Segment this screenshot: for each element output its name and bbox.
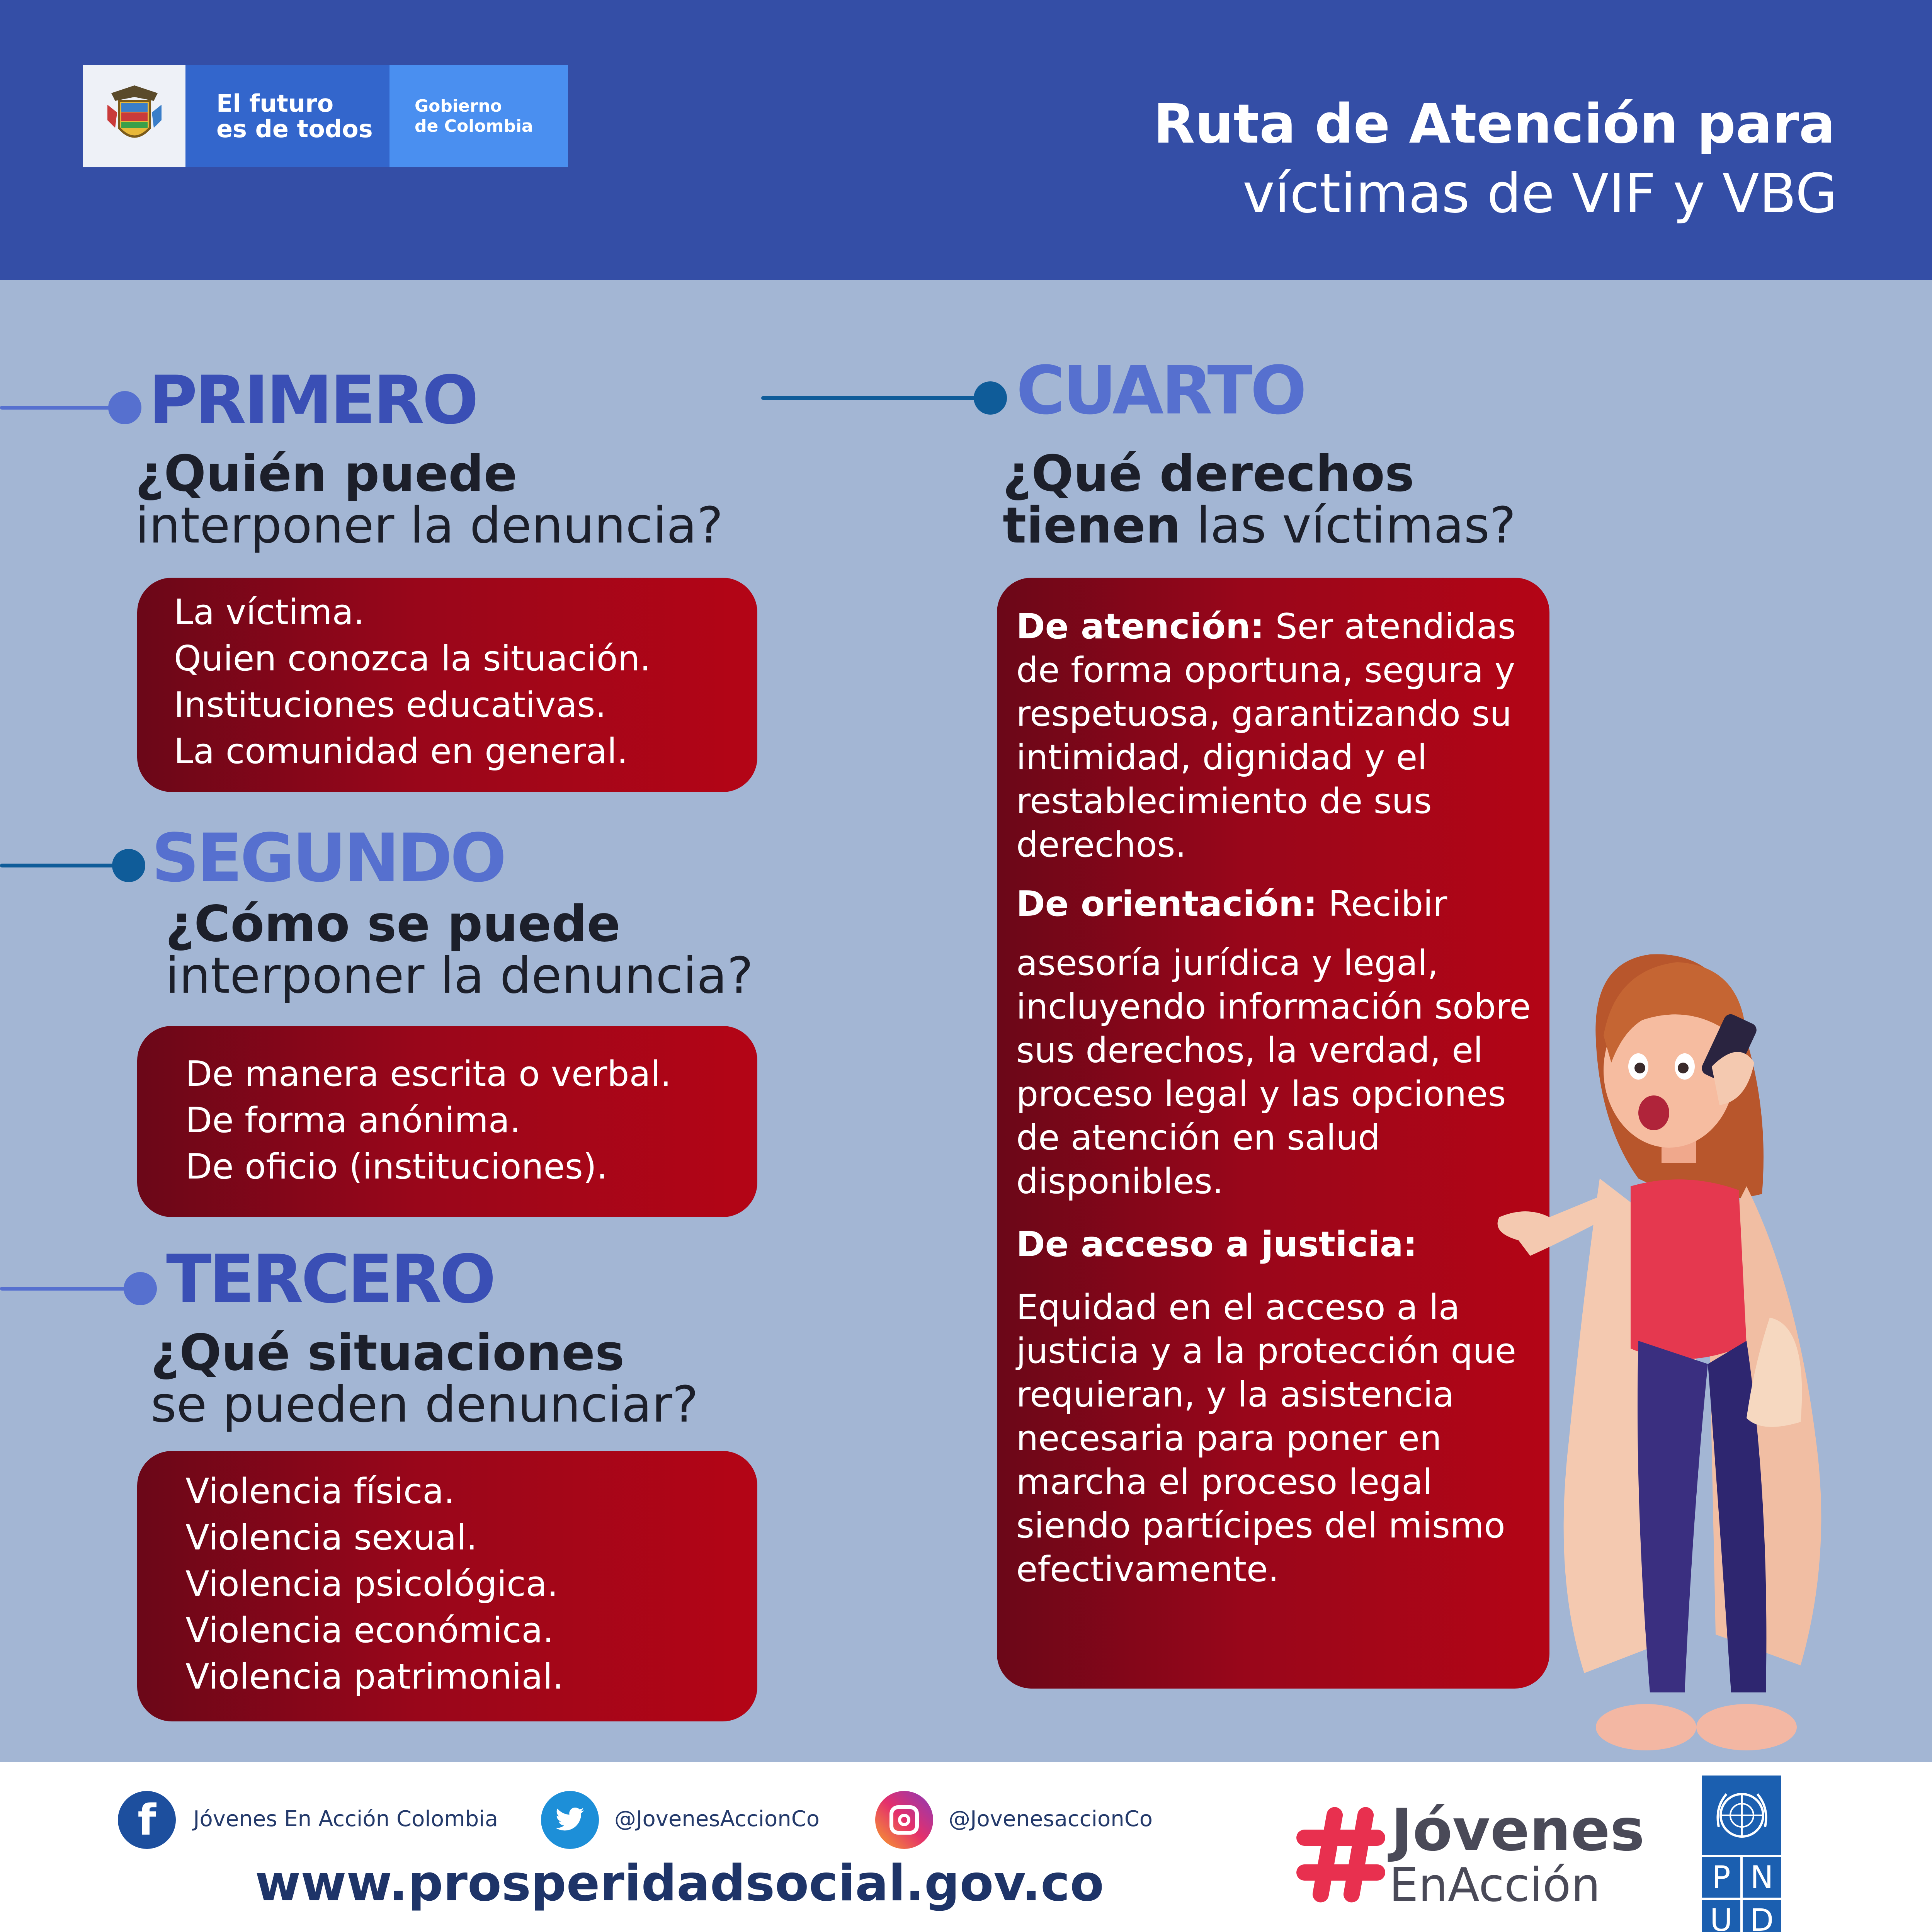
gov-name-box xyxy=(389,65,568,167)
instagram-icon[interactable] xyxy=(875,1791,933,1849)
woman-on-phone-illustration xyxy=(1468,939,1913,1762)
tercero-answer-box xyxy=(137,1451,757,1721)
undp-letter: N xyxy=(1743,1857,1781,1898)
list-item: Violencia económica. xyxy=(185,1610,554,1651)
gov-slogan-box xyxy=(185,65,389,167)
segundo-connector-line xyxy=(0,864,120,867)
header-banner xyxy=(0,0,1932,280)
list-item: De oficio (instituciones). xyxy=(185,1146,608,1187)
twitter-icon[interactable] xyxy=(541,1791,599,1849)
undp-letter: P xyxy=(1702,1857,1740,1898)
right-justicia-text: Equidad en el acceso a la justicia y a la protección que requieran, y la asistencia necesaria para poner en marcha el proceso legal siendo partícipes del mismo efectivamente. xyxy=(1016,1287,1516,1590)
list-item: Violencia psicológica. xyxy=(185,1564,558,1604)
right-orientacion-text-2: asesoría jurídica y legal, incluyendo información sobre sus derechos, la verdad, el proceso legal y las opciones de atención en salud disponibles. xyxy=(1016,943,1531,1202)
tercero-question xyxy=(151,1324,699,1434)
primero-connector-line xyxy=(0,406,116,410)
primero-answer-box xyxy=(137,578,757,792)
primero-heading: PRIMERO xyxy=(149,361,476,439)
right-atencion-text: Ser atendidas de forma oportuna, segura y respetuosa, garantizando su intimidad, dignidad y el restablecimiento de sus derechos. xyxy=(1016,606,1516,865)
gov-name: Gobierno de Colombia xyxy=(415,96,533,136)
cuarto-question-line-1: ¿Qué derechos xyxy=(1003,445,1415,503)
segundo-question xyxy=(165,895,753,1005)
list-item: Violencia sexual. xyxy=(185,1517,478,1558)
list-item: Instituciones educativas. xyxy=(174,685,606,725)
right-atencion-label: De atención: xyxy=(1016,606,1265,647)
website-link[interactable]: www.prosperidadsocial.gov.co xyxy=(255,1855,1104,1912)
primero-question xyxy=(135,445,723,554)
right-atencion xyxy=(1016,605,1534,867)
list-item: La comunidad en general. xyxy=(174,731,628,772)
list-item: Quien conozca la situación. xyxy=(174,638,651,679)
hashtag-icon xyxy=(1293,1803,1389,1907)
tercero-connector-line xyxy=(0,1287,131,1291)
brand-line-1: Jóvenes xyxy=(1391,1797,1645,1864)
right-justicia-body xyxy=(1016,1286,1534,1591)
page-subtitle: víctimas de VIF y VBG xyxy=(1243,162,1837,225)
tercero-question-line-1: ¿Qué situaciones xyxy=(151,1324,625,1382)
right-orientacion-continued xyxy=(1016,941,1534,1203)
right-orientacion-text-1: Recibir xyxy=(1328,884,1447,924)
segundo-question-line-2: interponer la denuncia? xyxy=(165,947,753,1005)
list-item: De forma anónima. xyxy=(185,1100,521,1141)
tercero-question-line-2: se pueden denunciar? xyxy=(151,1376,699,1434)
list-item: La víctima. xyxy=(174,592,365,633)
instagram-label[interactable]: @JovenesaccionCo xyxy=(949,1806,1153,1832)
gov-slogan: El futuro es de todos xyxy=(216,89,373,143)
colombia-coat-of-arms-icon xyxy=(83,65,185,167)
cuarto-connector-line xyxy=(761,396,997,400)
primero-question-line-1: ¿Quién puede xyxy=(135,445,517,503)
undp-letter: D xyxy=(1743,1900,1781,1932)
right-justicia-label: De acceso a justicia: xyxy=(1016,1224,1417,1265)
list-item: De manera escrita o verbal. xyxy=(185,1054,672,1094)
tercero-heading: TERCERO xyxy=(166,1240,494,1318)
government-logo xyxy=(83,65,568,167)
cuarto-heading: CUARTO xyxy=(1016,352,1304,429)
segundo-answer-box xyxy=(137,1026,757,1217)
tercero-dot xyxy=(124,1272,157,1305)
undp-letter: U xyxy=(1702,1900,1740,1932)
undp-logo xyxy=(1702,1776,1781,1932)
cuarto-dot xyxy=(974,381,1007,415)
primero-question-line-2: interponer la denuncia? xyxy=(135,497,723,554)
primero-dot xyxy=(108,391,141,424)
cuarto-answer-box xyxy=(997,578,1549,1689)
segundo-dot xyxy=(112,849,145,882)
segundo-heading: SEGUNDO xyxy=(151,819,505,897)
cuarto-question-line-2: las víctimas? xyxy=(1196,497,1516,554)
twitter-label[interactable]: @JovenesAccionCo xyxy=(614,1806,820,1832)
facebook-icon[interactable]: f xyxy=(118,1791,176,1849)
cuarto-question-line-2-bold: tienen xyxy=(1003,497,1181,554)
page-title: Ruta de Atención para xyxy=(1153,93,1835,156)
segundo-question-line-1: ¿Cómo se puede xyxy=(165,895,621,953)
right-orientacion xyxy=(1016,882,1534,926)
un-emblem-icon xyxy=(1702,1776,1781,1855)
list-item: Violencia patrimonial. xyxy=(185,1656,564,1697)
brand-line-2: EnAcción xyxy=(1389,1859,1600,1912)
right-justicia xyxy=(1016,1223,1534,1266)
cuarto-question xyxy=(1003,445,1516,554)
right-orientacion-label: De orientación: xyxy=(1016,884,1318,924)
list-item: Violencia física. xyxy=(185,1471,455,1512)
facebook-label[interactable]: Jóvenes En Acción Colombia xyxy=(193,1806,498,1832)
